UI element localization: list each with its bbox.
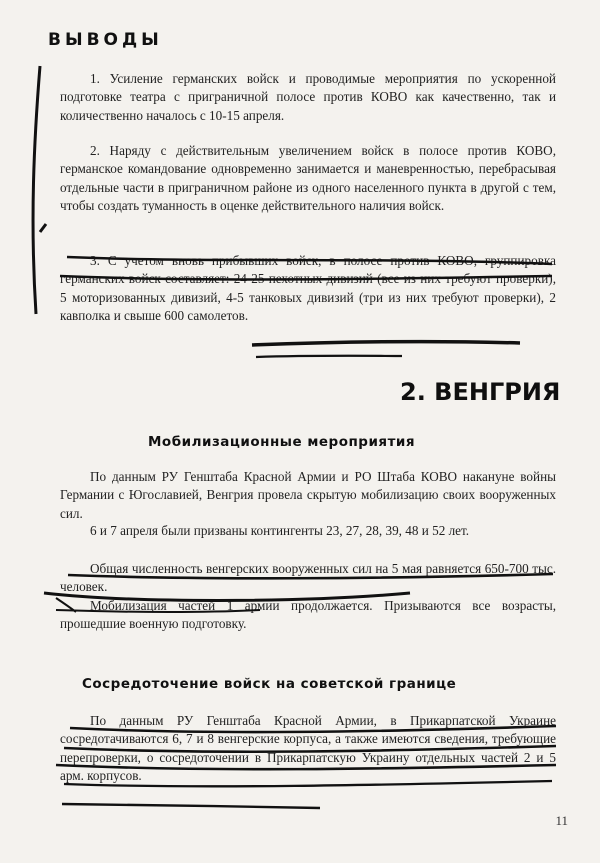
underline-samolety <box>252 342 520 345</box>
subsection-title-border-concentration: Сосредоточение войск на советской границе <box>82 676 457 692</box>
margin-bracket-mark <box>33 66 40 314</box>
paragraph-conclusion-2: 2. Наряду с действительным увеличением войск в полосе против КОВО, германское командование одновременно занимается и маневренностью, перебрасывая отдельные части в приграничном районе из одного населенного пункта в другой с тем, чтобы создать туманность в оценке действительного наличия войск. <box>60 143 556 213</box>
page-number: 11 <box>555 813 568 828</box>
section-title-vengria: 2. ВЕНГРИЯ <box>400 378 561 406</box>
section-title-vyvody: ВЫВОДЫ <box>48 30 163 50</box>
paragraph-conclusion-1: 1. Усиление германских войск и проводимые мероприятия по ускоренной подготовке театра с приграничной полосе против КОВО как качественно, так и количественно началось с 10-15 апреля. <box>60 71 556 123</box>
paragraph-mobilization-4: Мобилизация частей 1 армии продолжается. Призываются все возрасты, прошедшие военную подготовку. <box>60 598 556 632</box>
paragraph-mobilization-3: Общая численность венгерских вооруженных сил на 5 мая равняется 650-700 тыс. человек. <box>60 561 556 595</box>
paragraph-border-concentration-1: По данным РУ Генштаба Красной Армии, в Прикарпатской Украине сосредотачиваются 6, 7 и 8 венгерские корпуса, а также имеются сведения, требующие перепроверки, о сосредоточении в Прикарпатскую Украину отдельных частей 2 и 5 арм. корпусов. <box>60 713 556 783</box>
underline-short <box>256 356 402 357</box>
paragraph-conclusion-3: 3. С учетом вновь прибывших войск, в полосе против КОВО, группировка германских войск составляет: 24-25 пехотных дивизий (все из них требуют проверки), 5 моторизованных дивизий, 4-5 танковых дивизий (три из них требуют проверки), 2 кавполка и свыше 600 самолетов. <box>60 253 556 323</box>
underline-prikarpatskoy-5 <box>62 804 320 808</box>
paragraph-mobilization-1: По данным РУ Генштаба Красной Армии и РО Штаба КОВО накануне войны Германии с Югославией, Венгрия провела скрытую мобилизацию своих вооруженных сил. <box>60 469 556 521</box>
paragraph-mobilization-2: 6 и 7 апреля были призваны контингенты 23, 27, 28, 39, 48 и 52 лет. <box>90 523 470 538</box>
subsection-title-mobilization: Мобилизационные мероприятия <box>148 434 416 450</box>
margin-bracket-tick <box>40 224 46 232</box>
